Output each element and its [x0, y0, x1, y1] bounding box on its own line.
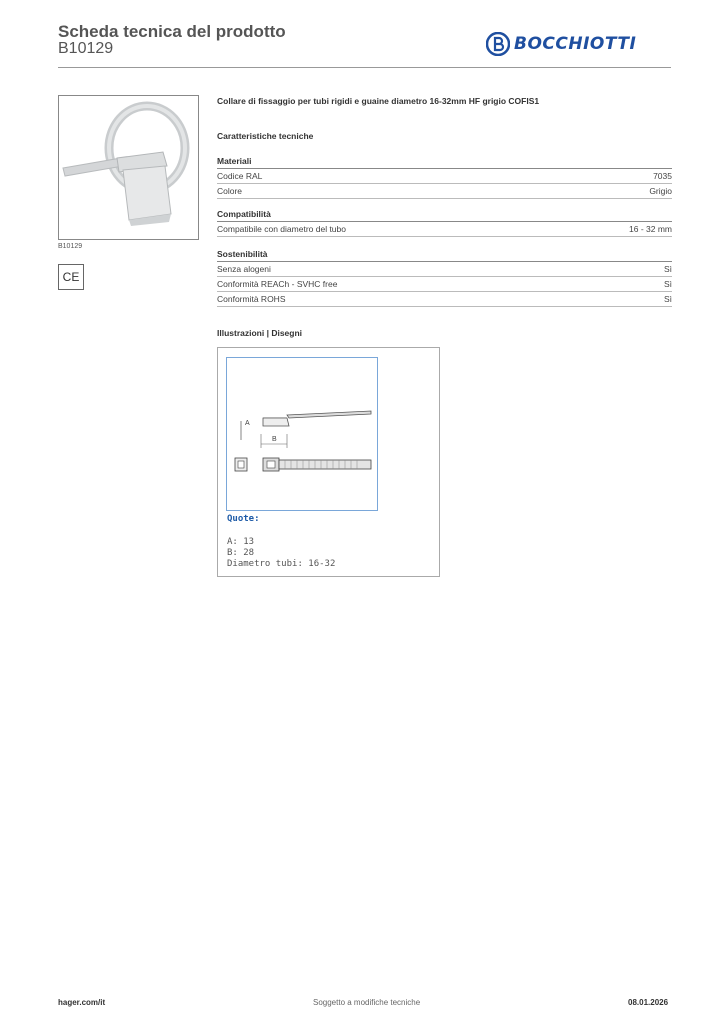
spec-value: Sì: [663, 264, 672, 274]
illustrations-heading: Illustrazioni | Disegni: [217, 328, 303, 338]
dim-a-label: A: [245, 420, 250, 427]
page-title: Scheda tecnica del prodotto: [58, 22, 286, 41]
spec-value: Sì: [663, 294, 672, 304]
spec-value: 16 - 32 mm: [629, 224, 672, 234]
brand-name: BOCCHIOTTI: [514, 34, 637, 54]
group-title: Materiali: [217, 155, 672, 169]
product-title: Collare di fissaggio per tubi rigidi e guaine diametro 16-32mm HF grigio COFIS1: [217, 96, 540, 106]
spec-label: Codice RAL: [217, 171, 263, 181]
quote-line: A: 13: [227, 537, 255, 547]
spec-value: Sì: [663, 279, 672, 289]
bocchiotti-logo-icon: [486, 32, 510, 56]
footer-website-link[interactable]: hager.com/it: [58, 998, 106, 1007]
clamp-drawing-icon: [227, 358, 377, 510]
quote-label: Quote:: [227, 514, 260, 524]
product-code: B10129: [58, 40, 114, 57]
dim-b-label: B: [272, 436, 277, 443]
spec-value: Grigio: [649, 186, 672, 196]
product-photo: [58, 95, 199, 240]
spec-group-sostenibilita: [217, 248, 672, 307]
spec-group-materiali: [217, 155, 672, 199]
quote-line: Diametro tubi: 16-32: [227, 559, 336, 569]
spec-row: [217, 292, 672, 307]
spec-group-compatibilita: [217, 208, 672, 237]
quote-line: B: 28: [227, 548, 255, 558]
spec-label: Conformità REACh - SVHC free: [217, 279, 338, 289]
spec-row: [217, 277, 672, 292]
ce-mark-icon: CE: [58, 264, 84, 290]
photo-caption: B10129: [58, 243, 83, 250]
spec-label: Senza alogeni: [217, 264, 271, 274]
spec-row: [217, 262, 672, 277]
spec-row: [217, 222, 672, 237]
group-title: Compatibilità: [217, 208, 672, 222]
spec-value: 7035: [653, 171, 672, 181]
technical-drawing: [226, 357, 378, 511]
footer-date: 08.01.2026: [628, 998, 669, 1007]
spec-label: Conformità ROHS: [217, 294, 286, 304]
footer-disclaimer: Soggetto a modifiche tecniche: [313, 998, 421, 1007]
spec-row: [217, 184, 672, 199]
specs-heading: Caratteristiche tecniche: [217, 131, 314, 141]
spec-row: [217, 169, 672, 184]
header-divider: [58, 67, 671, 68]
spec-label: Compatibile con diametro del tubo: [217, 224, 346, 234]
brand-logo: [486, 28, 636, 60]
cable-clamp-photo-icon: [59, 96, 199, 240]
group-title: Sostenibilità: [217, 248, 672, 262]
spec-label: Colore: [217, 186, 243, 196]
